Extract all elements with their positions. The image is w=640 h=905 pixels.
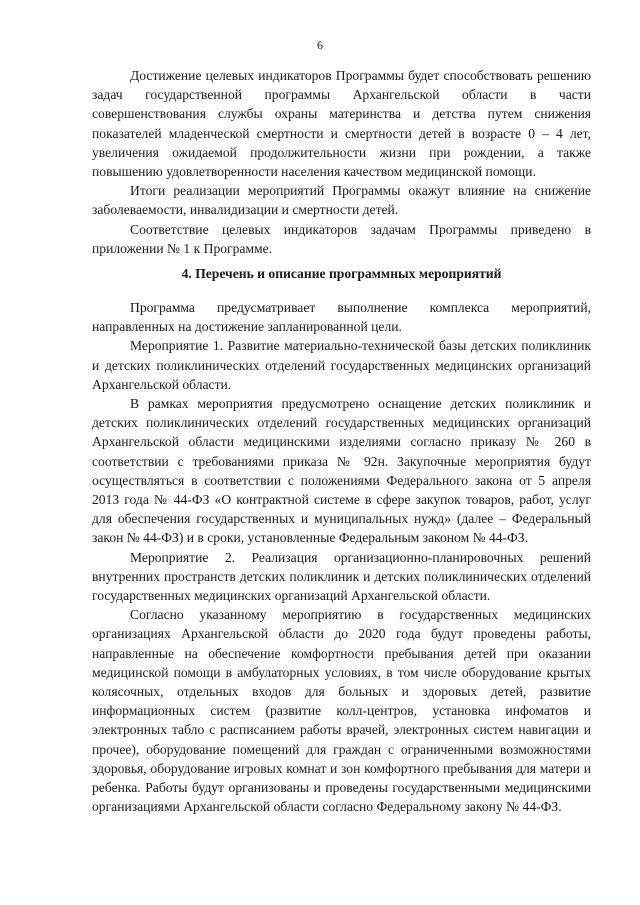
paragraph: Соответствие целевых индикаторов задачам Программы приведено в приложении № 1 к Программе. <box>92 221 591 256</box>
section-heading: 4. Перечень и описание программных мероприятий <box>181 266 502 281</box>
paragraph: В рамках мероприятия предусмотрено оснащение детских поликлиник и детских поликлинических отделений государственных медицинских организаций Архангельской области медицинскими изделиями согласно приказу № 260 в соответствии с требованиями приказа № 92н. Закупочные мероприятия будут осуществляться в соответствии с положениями Федерального закона от 5 апреля 2013 года № 44-ФЗ «О контрактной системе в сфере закупок товаров, работ, услуг для обеспечения государственных и муниципальных нужд» (далее – Федеральный закон № 44-ФЗ) и в сроки, установленные Федеральным законом № 44-ФЗ. <box>92 396 591 546</box>
paragraph: Мероприятие 1. Развитие материально-технической базы детских поликлиник и детских поликлинических отделений государственных медицинских организаций Архангельской области. <box>92 338 591 392</box>
paragraph: Программа предусматривает выполнение комплекса мероприятий, направленных на достижение запланированной цели. <box>92 300 591 335</box>
section-measures <box>92 298 591 816</box>
paragraph: Итоги реализации мероприятий Программы окажут влияние на снижение заболеваемости, инвалидизации и смертности детей. <box>92 183 591 218</box>
paragraph: Согласно указанному мероприятию в государственных медицинских организациях Архангельской области до 2020 года будут проведены работы, направленные на обеспечение комфортности пребывания детей при оказании медицинской помощи в амбулаторных условиях, в том числе оборудование крытых колясочных, отдельных входов для больных и здоровых детей, развитие информационных систем (развитие колл-центров, установка инфоматов и электронных табло с расписанием работы врачей, электронных систем навигации и прочее), оборудование помещений для граждан с ограниченными возможностями здоровья, оборудование игровых комнат и зон комфортного пребывания для матери и ребенка. Работы будут организованы и проведены государственными медицинскими организациями Архангельской области согласно Федеральному закону № 44-ФЗ. <box>92 607 591 815</box>
paragraph: Мероприятие 2. Реализация организационно-планировочных решений внутренних пространств детских поликлиник и детских поликлинических отделений государственных медицинских организаций Архангельской области. <box>92 549 591 604</box>
section-intro <box>92 66 591 258</box>
paragraph: Достижение целевых индикаторов Программы будет способствовать решению задач государственной программы Архангельской области в части совершенствования службы охраны материнства и детства путем снижения показателей младенческой смертности и смертности детей в возрасте 0 – 4 лет, увеличения ожидаемой продолжительности жизни при рождении, а также повышению удовлетворенности населения качеством медицинской помощи. <box>92 68 591 180</box>
page-number: 6 <box>317 38 323 52</box>
